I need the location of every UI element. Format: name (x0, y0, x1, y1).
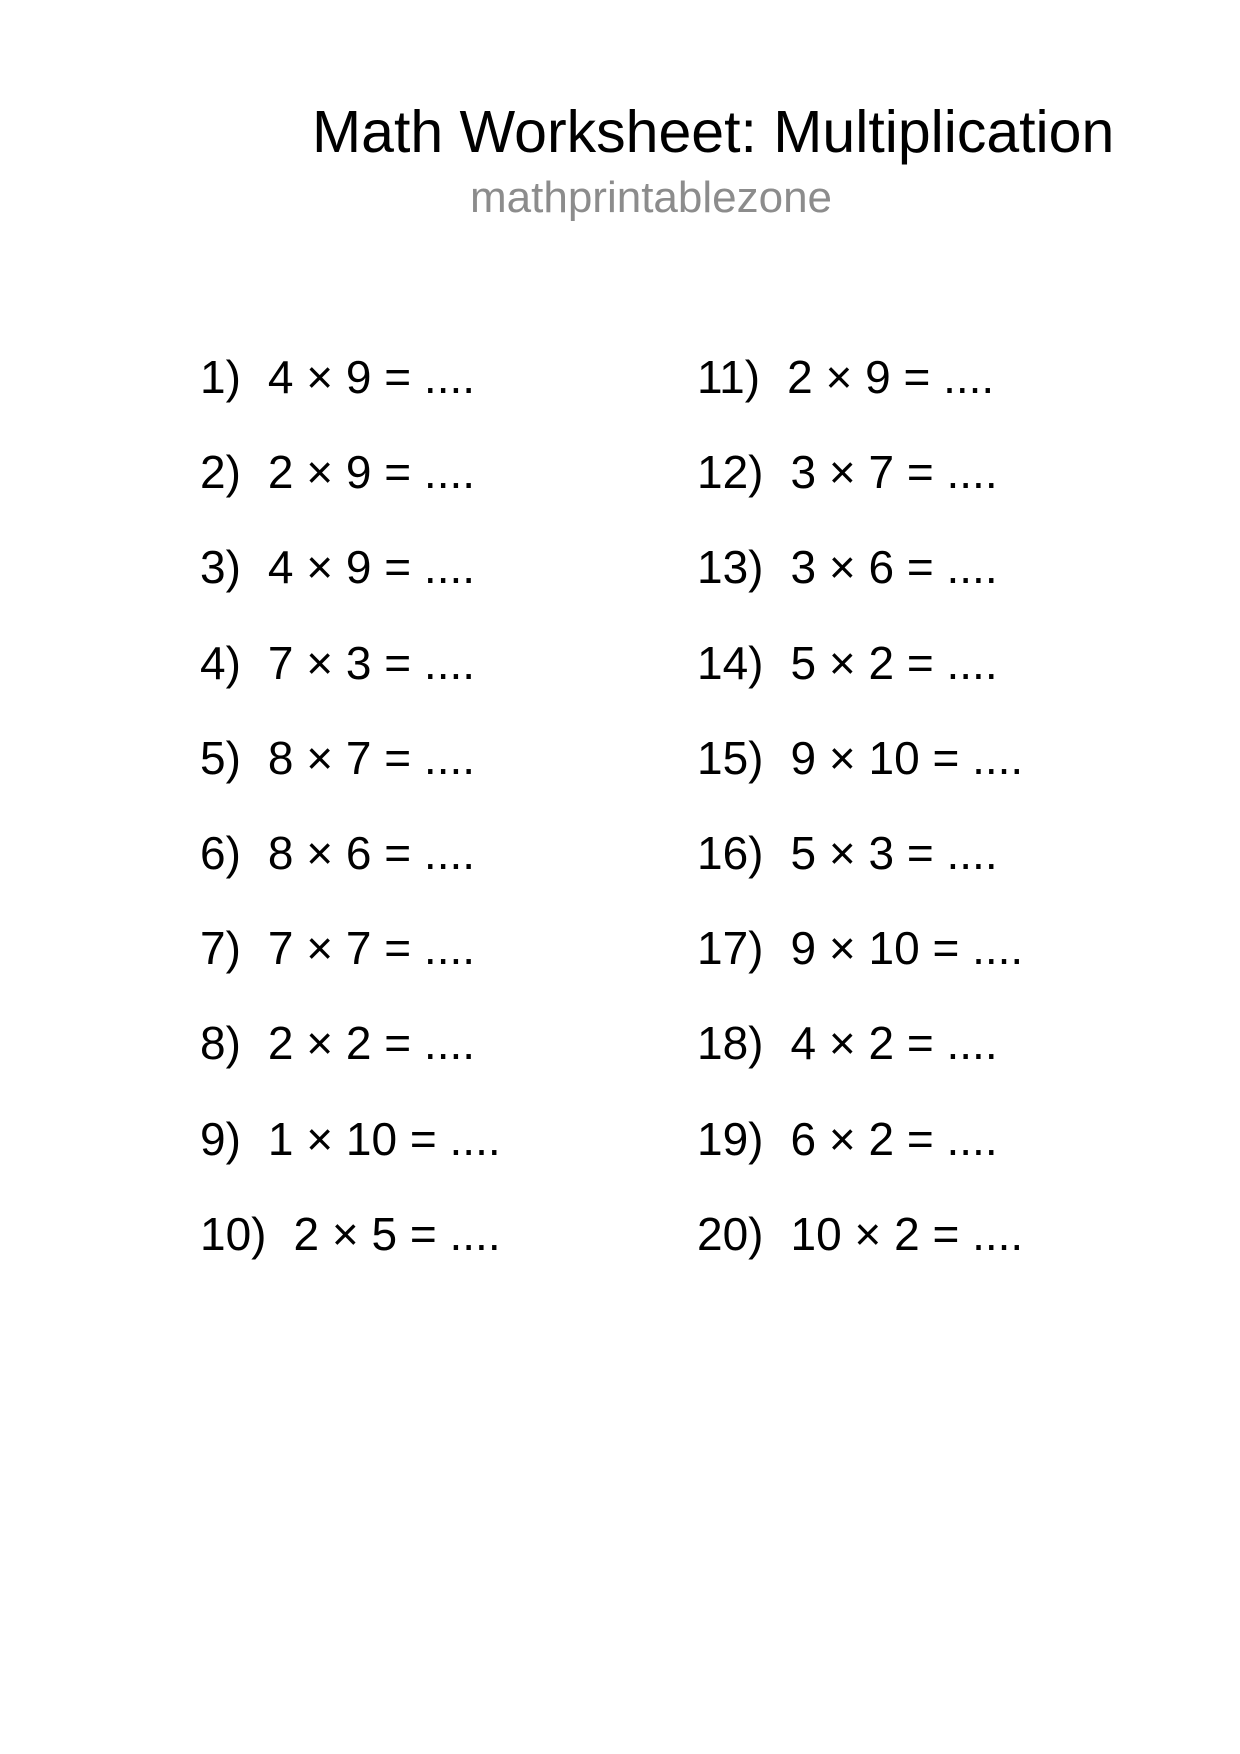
problem-number: 17) (697, 922, 764, 975)
problem-number: 18) (697, 1017, 764, 1070)
problem-expression: 4 × 2 = .... (790, 1017, 998, 1070)
problem-number: 5) (200, 731, 241, 784)
problem-expression: 9 × 10 = .... (790, 922, 1024, 975)
page-title: Math Worksheet: Multiplication (312, 99, 1115, 165)
problem-expression: 2 × 5 = .... (293, 1207, 501, 1260)
problem-row-15 (697, 731, 1024, 830)
problem-row-14 (697, 636, 1023, 735)
problem-number: 13) (697, 541, 764, 594)
problem-expression: 7 × 3 = .... (267, 636, 476, 689)
problem-number: 19) (697, 1112, 764, 1165)
problem-expression: 1 × 10 = .... (267, 1112, 501, 1165)
problem-number: 20) (697, 1207, 764, 1260)
problem-row-18 (697, 1017, 1023, 1115)
problem-number: 12) (697, 446, 764, 499)
problem-number: 6) (200, 826, 241, 879)
problem-row-16 (697, 826, 1023, 925)
problem-row-3 (200, 541, 501, 639)
problem-expression: 4 × 9 = .... (267, 541, 476, 594)
problem-row-9 (200, 1112, 501, 1211)
problem-number: 10) (200, 1207, 267, 1260)
problem-expression: 6 × 2 = .... (790, 1112, 998, 1165)
problem-number: 9) (200, 1112, 241, 1165)
problem-row-11 (697, 351, 1023, 449)
problem-expression: 5 × 2 = .... (790, 636, 998, 689)
problem-row-19 (697, 1112, 1023, 1211)
problem-expression: 8 × 6 = .... (267, 826, 476, 879)
page-subtitle: mathprintablezone (470, 173, 833, 222)
problem-number: 7) (200, 922, 241, 975)
problems-column-right (697, 351, 1024, 1306)
problem-number: 8) (200, 1017, 241, 1070)
problem-number: 2) (200, 446, 241, 499)
problem-row-2 (200, 446, 501, 544)
problem-expression: 2 × 9 = .... (267, 446, 476, 499)
problem-expression: 5 × 3 = .... (790, 826, 998, 879)
problems-column-left (200, 351, 501, 1306)
problem-number: 1) (200, 351, 241, 403)
problem-number: 15) (697, 731, 764, 784)
problem-number: 4) (200, 636, 241, 689)
problem-expression: 7 × 7 = .... (267, 922, 476, 975)
problem-row-17 (697, 922, 1024, 1020)
problem-expression: 3 × 6 = .... (790, 541, 998, 594)
problem-expression: 8 × 7 = .... (267, 731, 476, 784)
problem-row-20 (697, 1207, 1024, 1306)
problem-expression: 2 × 9 = .... (787, 351, 995, 403)
problem-row-10 (200, 1207, 501, 1306)
problem-number: 14) (697, 636, 764, 689)
problem-expression: 2 × 2 = .... (267, 1017, 476, 1070)
problem-expression: 4 × 9 = .... (267, 351, 476, 403)
problem-expression: 3 × 7 = .... (790, 446, 998, 499)
problem-expression: 9 × 10 = .... (790, 731, 1024, 784)
problem-row-7 (200, 922, 501, 1020)
problem-number: 3) (200, 541, 241, 594)
problem-row-8 (200, 1017, 501, 1115)
problem-row-4 (200, 636, 501, 735)
problem-row-1 (200, 351, 501, 449)
problem-row-5 (200, 731, 501, 830)
problem-number: 11) (697, 351, 761, 403)
problem-expression: 10 × 2 = .... (790, 1207, 1024, 1260)
problem-row-13 (697, 541, 1023, 639)
problem-row-6 (200, 826, 501, 925)
problem-row-12 (697, 446, 1023, 544)
problem-number: 16) (697, 826, 764, 879)
